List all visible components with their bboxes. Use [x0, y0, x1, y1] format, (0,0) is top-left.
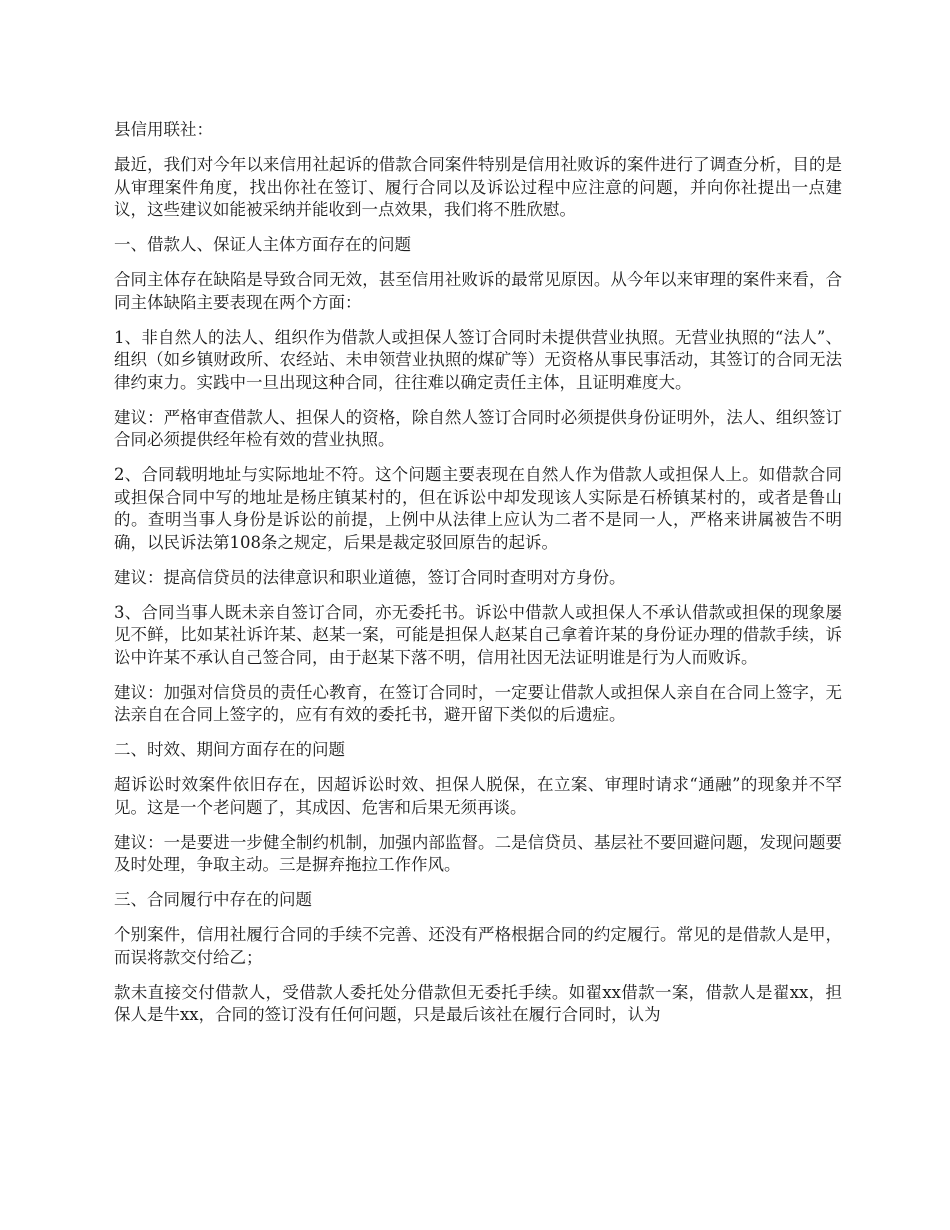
section-heading-1: 一、借款人、保证人主体方面存在的问题	[114, 235, 411, 254]
document-body	[114, 119, 842, 1039]
paragraph: 1、非自然人的法人、组织作为借款人或担保人签订合同时未提供营业执照。无营业执照的“法人”、组织（如乡镇财政所、农经站、未申领营业执照的煤矿等）无资格从事民事活动，其签订的合同无法律约束力。实践中一旦出现这种合同，往往难以确定责任主体，且证明难度大。	[114, 327, 842, 392]
greeting-line: 县信用联社：	[114, 120, 213, 139]
paragraph: 个别案件，信用社履行合同的手续不完善、还没有严格根据合同的约定履行。常见的是借款人是甲，而误将款交付给乙；	[114, 925, 842, 967]
suggestion-paragraph: 建议：一是要进一步健全制约机制，加强内部监督。二是信贷员、基层社不要回避问题，发现问题要及时处理，争取主动。三是摒弃拖拉工作作风。	[114, 832, 842, 874]
suggestion-paragraph: 建议：加强对信贷员的责任心教育，在签订合同时，一定要让借款人或担保人亲自在合同上签字，无法亲自在合同上签字的，应有有效的委托书，避开留下类似的后遗症。	[114, 682, 842, 724]
paragraph: 3、合同当事人既未亲自签订合同，亦无委托书。诉讼中借款人或担保人不承认借款或担保的现象屡见不鲜，比如某社诉许某、赵某一案，可能是担保人赵某自己拿着许某的身份证办理的借款手续，诉讼中许某不承认自己签合同，由于赵某下落不明，信用社因无法证明谁是行为人而败诉。	[114, 602, 842, 667]
section-heading-3: 三、合同履行中存在的问题	[114, 890, 312, 909]
paragraph: 款未直接交付借款人，受借款人委托处分借款但无委托手续。如翟xx借款一案，借款人是翟xx，担保人是牛xx，合同的签订没有任何问题，只是最后该社在履行合同时，认为	[114, 982, 842, 1024]
suggestion-paragraph: 建议：严格审查借款人、担保人的资格，除自然人签订合同时必须提供身份证明外，法人、组织签订合同必须提供经年检有效的营业执照。	[114, 407, 842, 449]
paragraph: 2、合同载明地址与实际地址不符。这个问题主要表现在自然人作为借款人或担保人上。如借款合同或担保合同中写的地址是杨庄镇某村的，但在诉讼中却发现该人实际是石桥镇某村的，或者是鲁山的。查明当事人身份是诉讼的前提，上例中从法律上应认为二者不是同一人，严格来讲属被告不明确，以民诉法第108条之规定，后果是裁定驳回原告的起诉。	[114, 465, 842, 552]
paragraph: 合同主体存在缺陷是导致合同无效，甚至信用社败诉的最常见原因。从今年以来审理的案件来看，合同主体缺陷主要表现在两个方面：	[114, 270, 842, 312]
paragraph: 超诉讼时效案件依旧存在，因超诉讼时效、担保人脱保，在立案、审理时请求“通融”的现象并不罕见。这是一个老问题了，其成因、危害和后果无须再谈。	[114, 775, 842, 817]
suggestion-paragraph: 建议：提高信贷员的法律意识和职业道德，签订合同时查明对方身份。	[114, 567, 626, 587]
section-heading-2: 二、时效、期间方面存在的问题	[114, 740, 345, 759]
intro-paragraph: 最近，我们对今年以来信用社起诉的借款合同案件特别是信用社败诉的案件进行了调查分析，目的是从审理案件角度，找出你社在签订、履行合同以及诉讼过程中应注意的问题，并向你社提出一点建议，这些建议如能被采纳并能收到一点效果，我们将不胜欣慰。	[114, 155, 842, 219]
